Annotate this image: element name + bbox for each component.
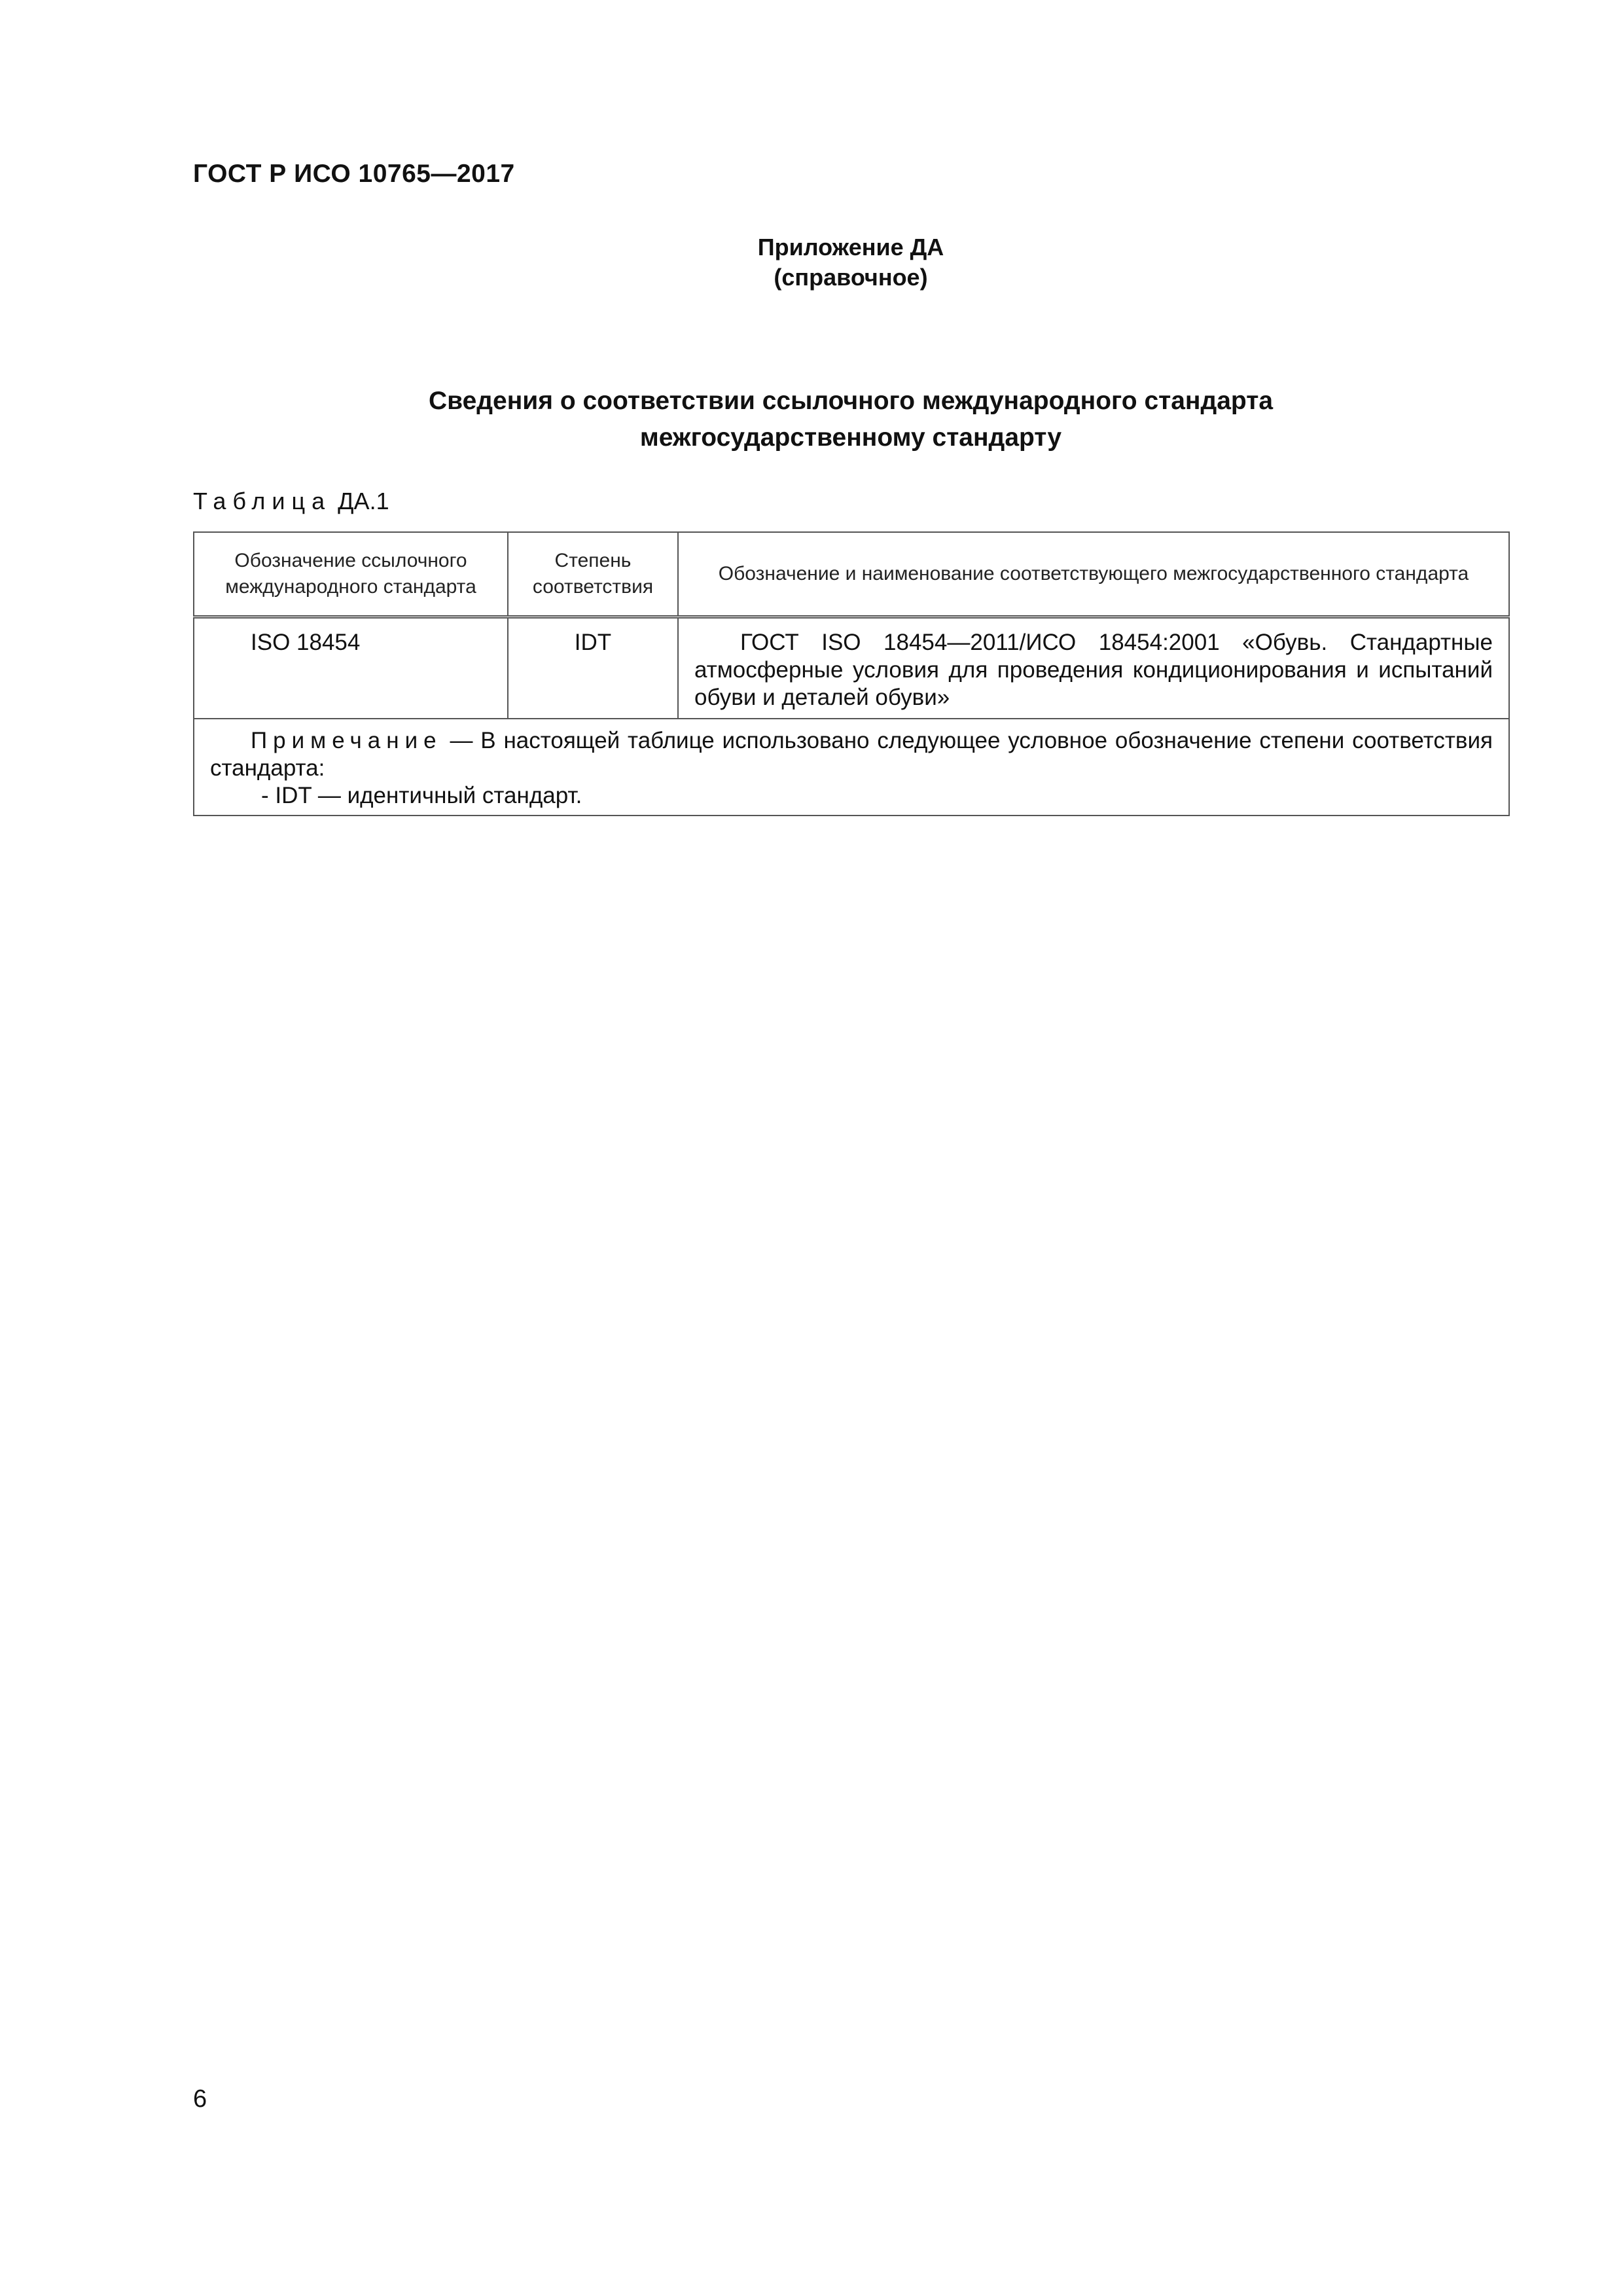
correspondence-table <box>193 531 1510 816</box>
table-header-row <box>194 532 1509 617</box>
cell-national-standard <box>678 617 1509 719</box>
section-heading-line-2: межгосударственному стандарту <box>639 423 1062 452</box>
table-row <box>194 617 1509 719</box>
table-label-number: ДА.1 <box>338 488 389 514</box>
table-label <box>193 488 389 515</box>
note-label: Примечание <box>251 728 442 753</box>
column-header-name: Обозначение и наименование соответствующего межгосударственного стандарта <box>678 532 1509 617</box>
note-text <box>210 727 1493 782</box>
annex-title: Приложение ДА <box>757 234 944 260</box>
section-heading <box>193 383 1508 456</box>
column-header-degree: Степень соответствия <box>508 532 678 617</box>
table-note <box>194 719 1509 816</box>
note-item: - IDT — идентичный стандарт. <box>261 783 582 808</box>
section-heading-line-1: Сведения о соответствии ссылочного международного стандарта <box>428 387 1274 415</box>
cell-degree: IDT <box>508 617 678 719</box>
page-number: 6 <box>193 2085 207 2113</box>
column-header-reference: Обозначение ссылочного международного стандарта <box>194 532 508 617</box>
document-code: ГОСТ Р ИСО 10765—2017 <box>193 160 515 188</box>
table-label-prefix: Таблица <box>193 488 332 514</box>
note-body: — В настоящей таблице использовано следующее условное обозначение степени соответствия стандарта: <box>210 728 1493 781</box>
table-note-row <box>194 719 1509 816</box>
annex-kind: (справочное) <box>774 264 928 291</box>
cell-national-standard-text: ГОСТ ISO 18454—2011/ИСО 18454:2001 «Обувь. Стандартные атмосферные условия для проведения кондиционирования и испытаний обуви и деталей обуви» <box>694 630 1493 710</box>
cell-reference: ISO 18454 <box>194 617 508 719</box>
